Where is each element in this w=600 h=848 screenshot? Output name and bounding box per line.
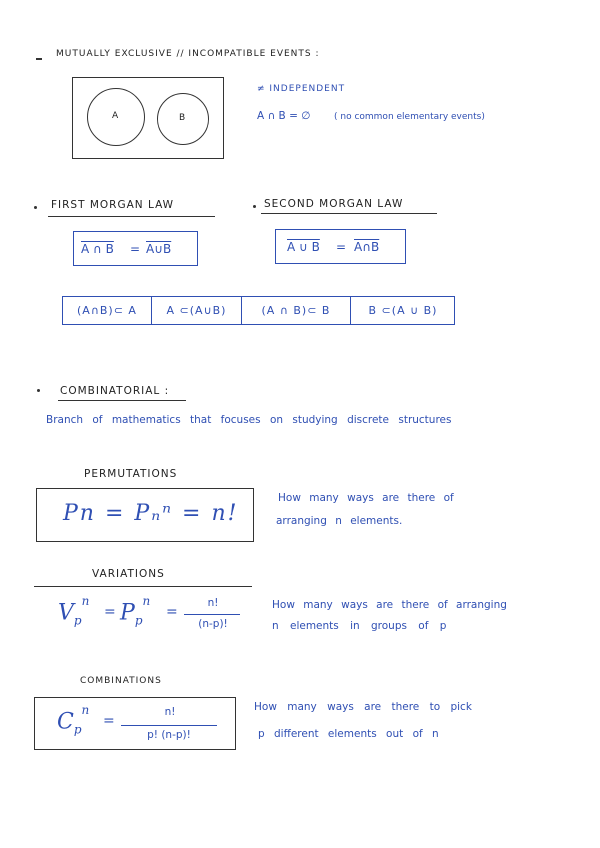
variations-fraction-bar: [184, 614, 240, 615]
permutations-formula: Pn = Pₙⁿ = n!: [63, 501, 239, 526]
first-morgan-formula-box: [73, 231, 198, 266]
combinations-fraction-bar: [121, 725, 217, 726]
first-morgan-underline: [48, 216, 215, 217]
combinations-denominator: p! (n-p)!: [147, 729, 191, 741]
variations-symbol: $V_p^n$: [58, 594, 90, 628]
venn-label-a: A: [112, 111, 119, 121]
subset-cell-1: (A∩B)⊂ A: [77, 304, 137, 317]
second-morgan-rhs: A∩B: [354, 240, 380, 254]
variations-top-rule: [34, 586, 252, 587]
second-morgan-lhs: A ∪ B: [287, 240, 320, 254]
combinations-desc-line2: p different elements out of n: [258, 728, 439, 740]
permutations-desc-line2: arranging n elements.: [276, 515, 403, 527]
variations-desc-line2: n elements in groups of p: [272, 620, 447, 632]
combinations-numerator: n!: [164, 706, 176, 718]
equals-sign: =: [166, 604, 178, 620]
heading-mutually-exclusive: MUTUALLY EXCLUSIVE // INCOMPATIBLE EVENTS :: [56, 49, 320, 59]
not-independent-note: ≠ INDEPENDENT: [257, 84, 346, 94]
subset-relations-table: [62, 296, 455, 325]
variations-title: VARIATIONS: [92, 568, 165, 580]
variations-desc-line1: How many ways are there of arranging: [272, 599, 507, 611]
equals-sign: =: [103, 713, 115, 729]
variations-numerator: n!: [207, 597, 219, 609]
combinations-formula-box: [34, 697, 236, 750]
combinatorial-definition: Branch of mathematics that focuses on studying discrete structures: [46, 414, 452, 426]
combinations-desc-line1: How many ways are there to pick: [254, 701, 472, 713]
second-morgan-title: SECOND MORGAN LAW: [264, 198, 404, 210]
second-morgan-underline: [261, 213, 437, 214]
first-morgan-title: FIRST MORGAN LAW: [51, 199, 175, 211]
subset-cell-2: A ⊂(A∪B): [166, 304, 227, 317]
subset-cell-4: B ⊂(A ∪ B): [368, 304, 438, 317]
venn-frame-right-edge: [223, 77, 224, 159]
combinations-title: COMBINATIONS: [80, 676, 162, 686]
permutations-desc-line1: How many ways are there of: [278, 492, 454, 504]
intersection-note: ( no common elementary events): [334, 112, 485, 122]
combinatorial-underline: [58, 400, 186, 401]
permutations-title: PERMUTATIONS: [84, 468, 178, 480]
variations-denominator: (n-p)!: [198, 618, 228, 630]
first-morgan-rhs: A∪B: [146, 242, 172, 256]
bullet-dot: [34, 206, 37, 209]
permutations-formula-box: [36, 488, 254, 542]
subset-cell-3: (A ∩ B)⊂ B: [261, 304, 331, 317]
variations-p-symbol: $P_p^n$: [120, 594, 151, 628]
second-morgan-formula-box: [275, 229, 406, 264]
bullet-dot: [253, 205, 256, 208]
intersection-formula: A ∩ B = ∅: [257, 110, 311, 122]
equals-sign: =: [336, 240, 347, 254]
equals-sign: =: [104, 604, 116, 620]
combinations-symbol: $C_p^n$: [57, 703, 90, 737]
bullet-dash: [36, 58, 42, 60]
venn-diagram-frame: [72, 77, 224, 159]
combinatorial-heading: COMBINATORIAL :: [60, 385, 170, 397]
venn-label-b: B: [179, 113, 186, 123]
first-morgan-lhs: A ∩ B: [81, 242, 114, 256]
bullet-dot: [37, 389, 40, 392]
equals-sign: =: [130, 242, 141, 256]
